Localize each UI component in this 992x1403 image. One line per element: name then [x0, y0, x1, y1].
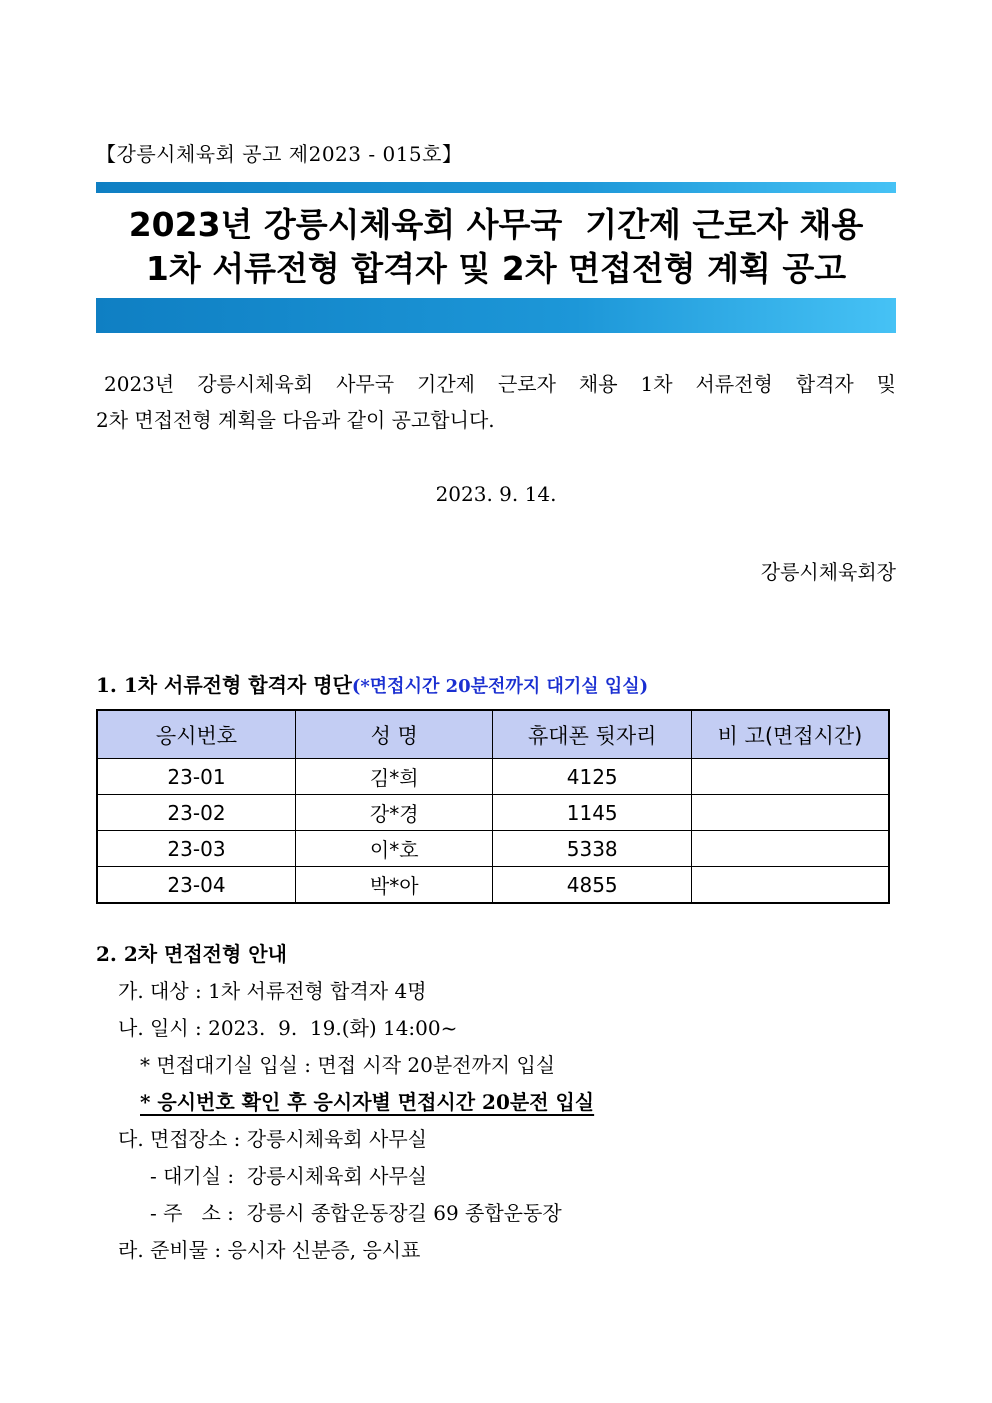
title-line-1: 2023년 강릉시체육회 사무국 기간제 근로자 채용: [128, 205, 864, 244]
target-item: 가. 대상 : 1차 서류전형 합격자 4명: [118, 979, 427, 1003]
table-cell: 1145: [493, 795, 692, 831]
table-cell: [691, 831, 889, 867]
table-cell: 4855: [493, 867, 692, 904]
table-cell: 강*경: [295, 795, 492, 831]
table-cell: 김*희: [295, 759, 492, 795]
table-cell: 23-01: [97, 759, 295, 795]
table-cell: [691, 867, 889, 904]
signer: 강릉시체육회장: [760, 560, 896, 584]
materials-item: 라. 준비물 : 응시자 신분증, 응시표: [118, 1238, 421, 1262]
table-row: [97, 867, 889, 904]
announcement-date: 2023. 9. 14.: [435, 482, 557, 506]
intro-line-1: 2023년 강릉시체육회 사무국 기간제 근로자 채용 1차 서류전형 합격자 및: [104, 372, 896, 396]
table-cell: 4125: [493, 759, 692, 795]
section2: [96, 938, 594, 1269]
document-title: [96, 203, 896, 291]
table-header-row: [97, 710, 889, 759]
table-cell: [691, 759, 889, 795]
table-cell: 5338: [493, 831, 692, 867]
title-line-2: 1차 서류전형 합격자 및 2차 면접전형 계획 공고: [145, 249, 847, 288]
column-header: 응시번호: [97, 710, 295, 759]
waiting-note: * 면접대기실 입실 : 면접 시작 20분전까지 입실: [140, 1053, 556, 1077]
table-row: [97, 831, 889, 867]
table-cell: 23-02: [97, 795, 295, 831]
column-header: 성 명: [295, 710, 492, 759]
title-top-bar: [96, 182, 896, 193]
column-header: 비 고(면접시간): [691, 710, 889, 759]
address-item: - 주 소 : 강릉시 종합운동장길 69 종합운동장: [150, 1201, 562, 1225]
section2-heading: 2. 2차 면접전형 안내: [96, 942, 287, 966]
schedule-item: 나. 일시 : 2023. 9. 19.(화) 14:00~: [118, 1016, 458, 1040]
emphasis-note: * 응시번호 확인 후 응시자별 면접시간 20분전 입실: [140, 1090, 595, 1114]
venue-item: 다. 면접장소 : 강릉시체육회 사무실: [118, 1127, 428, 1151]
table-cell: 박*아: [295, 867, 492, 904]
column-header: 휴대폰 뒷자리: [493, 710, 692, 759]
waiting-room-item: - 대기실 : 강릉시체육회 사무실: [150, 1164, 428, 1188]
intro-paragraph: [96, 366, 896, 438]
table-row: [97, 795, 889, 831]
table-cell: 이*호: [295, 831, 492, 867]
section1-note: (*면접시간 20분전까지 대기실 입실): [351, 676, 649, 697]
table-cell: 23-04: [97, 867, 295, 904]
title-bottom-bar: [96, 298, 896, 333]
table-cell: [691, 795, 889, 831]
notice-number: 【강릉시체육회 공고 제2023 - 015호】: [96, 142, 463, 166]
table-cell: 23-03: [97, 831, 295, 867]
section1-heading: [96, 669, 648, 698]
table-row: [97, 759, 889, 795]
intro-line-2: 2차 면접전형 계획을 다음과 같이 공고합니다.: [96, 408, 495, 432]
passers-table: [96, 709, 890, 904]
section1-title: 1. 1차 서류전형 합격자 명단: [96, 673, 352, 697]
